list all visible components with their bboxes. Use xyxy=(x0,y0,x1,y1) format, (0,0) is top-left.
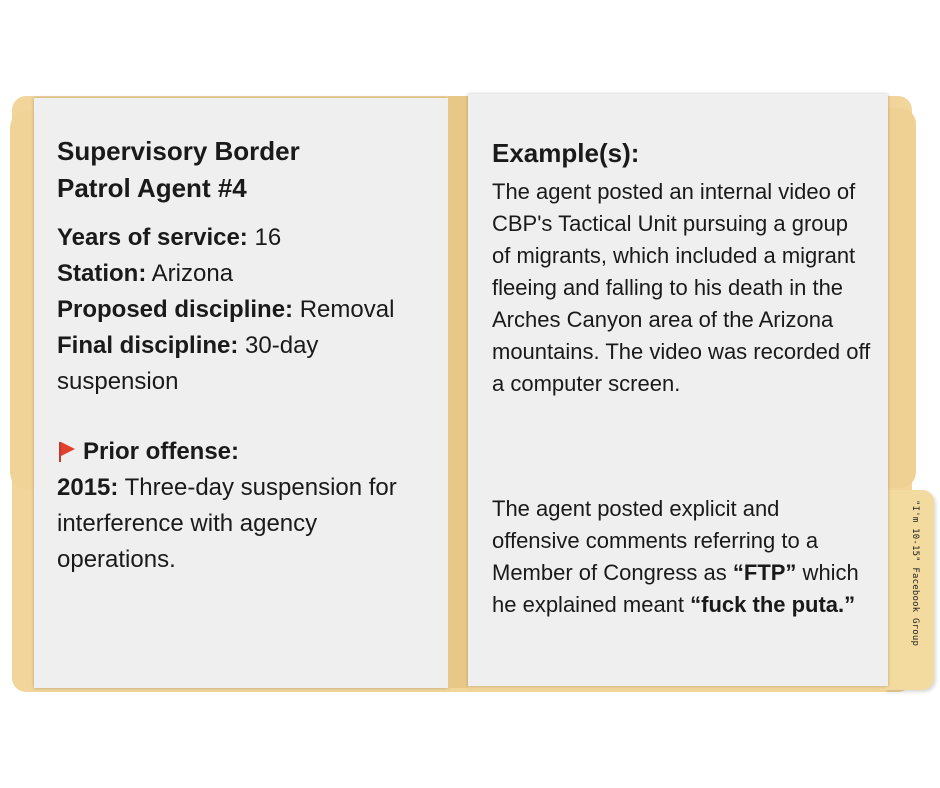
prior-offense-heading xyxy=(57,434,239,470)
example-2-quote-ftp: “FTP” xyxy=(732,560,797,585)
final-label: Final discipline: xyxy=(57,332,239,359)
agent-title xyxy=(57,133,357,207)
folder-right-edge xyxy=(884,108,916,488)
prior-offense-text xyxy=(57,470,427,578)
title-line-2: Patrol Agent #4 xyxy=(57,173,247,203)
example-2-text-a: The agent posted explicit and offensive comments referring to a Member of Congress as xyxy=(492,496,819,585)
prior-description: Three-day suspension for interference with agency operations. xyxy=(57,474,397,573)
station-value: Arizona xyxy=(146,260,234,287)
prior-label: Prior offense: xyxy=(83,438,240,465)
example-2 xyxy=(492,493,872,621)
years-value: 16 xyxy=(247,224,282,251)
proposed-row xyxy=(57,292,437,328)
title-line-1: Supervisory Border xyxy=(57,136,300,166)
station-label: Station: xyxy=(57,260,147,287)
side-tab-label: "I'm 10-15" Facebook Group xyxy=(910,500,920,647)
example-2-text-b: which he explained meant xyxy=(492,560,859,617)
station-row xyxy=(57,256,437,292)
final-row xyxy=(57,328,437,400)
final-value: 30-day suspension xyxy=(57,332,319,395)
examples-heading: Example(s): xyxy=(492,138,640,168)
folder-spine xyxy=(448,96,468,688)
example-1: The agent posted an internal video of CBP's Tactical Unit pursuing a group of migrants, which included a migrant fleeing and falling to his death in the Arches Canyon area of the Arizona mountains. The video was recorded off a computer screen. xyxy=(492,179,871,396)
proposed-label: Proposed discipline: xyxy=(57,296,294,323)
prior-year: 2015: xyxy=(57,474,119,501)
years-label: Years of service: xyxy=(57,224,248,251)
example-2-quote-meaning: “fuck the puta.” xyxy=(690,592,856,617)
proposed-value: Removal xyxy=(293,296,395,323)
red-flag-icon xyxy=(57,440,77,464)
years-row xyxy=(57,220,437,256)
agent-facts xyxy=(57,220,437,400)
